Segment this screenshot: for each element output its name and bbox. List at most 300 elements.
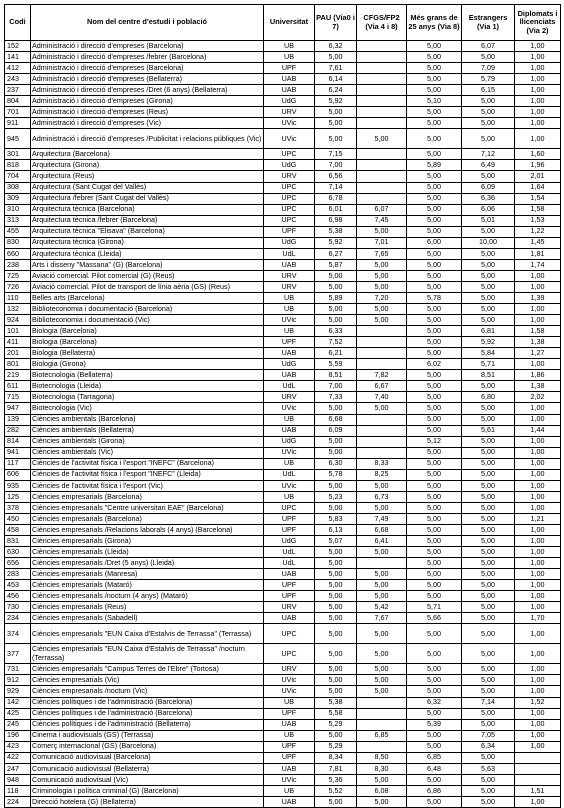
cfgs-cell xyxy=(357,193,407,204)
codi-cell: 818 xyxy=(5,160,31,171)
majors25-cell: 5,00 xyxy=(407,248,462,259)
diplomats-cell: 1,00 xyxy=(515,359,561,370)
nom-cell: Biotecnologia (Vic) xyxy=(31,403,264,414)
table-row xyxy=(5,226,561,237)
table-row xyxy=(5,686,561,697)
majors25-cell: 5,00 xyxy=(407,664,462,675)
nom-cell: Ciències empresarials (Vic) xyxy=(31,675,264,686)
cfgs-cell: 7,20 xyxy=(357,292,407,303)
pau-cell: 6,21 xyxy=(315,348,357,359)
estrangers-cell: 7,14 xyxy=(462,697,515,708)
pau-cell: 5,00 xyxy=(315,403,357,414)
codi-cell: 247 xyxy=(5,763,31,774)
pau-cell: 7,00 xyxy=(315,160,357,171)
universitat-cell: UB xyxy=(264,304,315,315)
diplomats-cell xyxy=(515,763,561,774)
table-row xyxy=(5,403,561,414)
universitat-cell: UdL xyxy=(264,558,315,569)
codi-cell: 237 xyxy=(5,85,31,96)
codi-cell: 219 xyxy=(5,370,31,381)
codi-cell: 243 xyxy=(5,74,31,85)
nom-cell: Ciències empresarials (Mataró) xyxy=(31,580,264,591)
majors25-cell: 5,00 xyxy=(407,315,462,326)
universitat-cell: UPC xyxy=(264,149,315,160)
universitat-cell: URV xyxy=(264,270,315,281)
nom-cell: Comunicació audiovisual (Barcelona) xyxy=(31,752,264,763)
estrangers-cell: 6,07 xyxy=(462,41,515,52)
codi-cell: 701 xyxy=(5,107,31,118)
pau-cell: 6,01 xyxy=(315,204,357,215)
codi-cell: 234 xyxy=(5,613,31,624)
universitat-cell: UPF xyxy=(264,708,315,719)
table-row xyxy=(5,392,561,403)
table-row xyxy=(5,270,561,281)
cfgs-cell: 5,00 xyxy=(357,281,407,292)
majors25-cell: 5,00 xyxy=(407,513,462,524)
universitat-cell: UVic xyxy=(264,129,315,149)
cfgs-cell xyxy=(357,182,407,193)
estrangers-cell: 5,79 xyxy=(462,74,515,85)
estrangers-cell: 6,34 xyxy=(462,741,515,752)
majors25-cell: 6,00 xyxy=(407,237,462,248)
majors25-cell: 6,32 xyxy=(407,697,462,708)
pau-cell: 7,14 xyxy=(315,182,357,193)
majors25-cell: 5,00 xyxy=(407,480,462,491)
codi-cell: 458 xyxy=(5,524,31,535)
codi-cell: 730 xyxy=(5,602,31,613)
pau-cell: 7,33 xyxy=(315,392,357,403)
header-nom-centre: Nom del centre d'estudi i població xyxy=(31,5,264,41)
table-row xyxy=(5,502,561,513)
pau-cell: 6,78 xyxy=(315,193,357,204)
cfgs-cell xyxy=(357,697,407,708)
cfgs-cell: 5,00 xyxy=(357,304,407,315)
table-row xyxy=(5,436,561,447)
nom-cell: Administració i direcció d'empreses /febrer (Barcelona) xyxy=(31,52,264,63)
diplomats-cell: 1,00 xyxy=(515,447,561,458)
majors25-cell: 5,00 xyxy=(407,591,462,602)
estrangers-cell: 6,36 xyxy=(462,193,515,204)
nom-cell: Administració i direcció d'empreses (Barcelona) xyxy=(31,41,264,52)
universitat-cell: UPF xyxy=(264,741,315,752)
estrangers-cell: 5,00 xyxy=(462,436,515,447)
pau-cell: 6,30 xyxy=(315,458,357,469)
table-body xyxy=(5,41,561,808)
majors25-cell: 5,00 xyxy=(407,337,462,348)
majors25-cell: 5,00 xyxy=(407,392,462,403)
diplomats-cell: 1,51 xyxy=(515,785,561,796)
diplomats-cell: 1,00 xyxy=(515,741,561,752)
majors25-cell: 5,00 xyxy=(407,149,462,160)
universitat-cell: UB xyxy=(264,491,315,502)
majors25-cell: 5,00 xyxy=(407,381,462,392)
table-row xyxy=(5,381,561,392)
codi-cell: 101 xyxy=(5,326,31,337)
majors25-cell: 5,00 xyxy=(407,226,462,237)
estrangers-cell: 5,00 xyxy=(462,447,515,458)
majors25-cell: 5,00 xyxy=(407,547,462,558)
table-row xyxy=(5,664,561,675)
universitat-cell: UdG xyxy=(264,96,315,107)
codi-cell: 283 xyxy=(5,569,31,580)
estrangers-cell: 5,00 xyxy=(462,469,515,480)
pau-cell: 8,51 xyxy=(315,370,357,381)
codi-cell: 196 xyxy=(5,730,31,741)
table-row xyxy=(5,774,561,785)
diplomats-cell: 1,81 xyxy=(515,248,561,259)
diplomats-cell: 1,00 xyxy=(515,536,561,547)
codi-cell: 725 xyxy=(5,270,31,281)
cfgs-cell xyxy=(357,337,407,348)
cfgs-cell: 6,73 xyxy=(357,491,407,502)
estrangers-cell: 5,00 xyxy=(462,270,515,281)
universitat-cell: UB xyxy=(264,414,315,425)
universitat-cell: UVic xyxy=(264,480,315,491)
estrangers-cell: 7,05 xyxy=(462,730,515,741)
majors25-cell: 5,00 xyxy=(407,281,462,292)
estrangers-cell: 5,00 xyxy=(462,602,515,613)
table-row xyxy=(5,96,561,107)
majors25-cell: 5,00 xyxy=(407,171,462,182)
pau-cell: 5,00 xyxy=(315,675,357,686)
universitat-cell: UPC xyxy=(264,182,315,193)
diplomats-cell: 1,00 xyxy=(515,796,561,807)
table-row xyxy=(5,730,561,741)
universitat-cell: UVic xyxy=(264,774,315,785)
cfgs-cell: 5,00 xyxy=(357,315,407,326)
table-row xyxy=(5,447,561,458)
cfgs-cell: 5,42 xyxy=(357,602,407,613)
estrangers-cell: 5,00 xyxy=(462,675,515,686)
estrangers-cell: 5,00 xyxy=(462,414,515,425)
cfgs-cell: 5,00 xyxy=(357,774,407,785)
pau-cell: 5,00 xyxy=(315,569,357,580)
cfgs-cell: 5,00 xyxy=(357,644,407,664)
universitat-cell: UVic xyxy=(264,686,315,697)
table-row xyxy=(5,315,561,326)
nom-cell: Arquitectura /febrer (Sant Cugat del Vallès) xyxy=(31,193,264,204)
diplomats-cell: 1,00 xyxy=(515,414,561,425)
majors25-cell: 5,00 xyxy=(407,708,462,719)
table-row xyxy=(5,785,561,796)
pau-cell: 5,00 xyxy=(315,796,357,807)
majors25-cell: 5,00 xyxy=(407,458,462,469)
majors25-cell: 5,00 xyxy=(407,414,462,425)
universitat-cell: UAB xyxy=(264,74,315,85)
estrangers-cell: 5,00 xyxy=(462,403,515,414)
universitat-cell: URV xyxy=(264,392,315,403)
universitat-cell: URV xyxy=(264,107,315,118)
codi-cell: 911 xyxy=(5,118,31,129)
pau-cell: 5,00 xyxy=(315,52,357,63)
codi-cell: 310 xyxy=(5,204,31,215)
cfgs-cell: 5,00 xyxy=(357,569,407,580)
universitat-cell: UAB xyxy=(264,370,315,381)
pau-cell: 5,00 xyxy=(315,624,357,644)
universitat-cell: UB xyxy=(264,52,315,63)
cfgs-cell: 5,00 xyxy=(357,129,407,149)
nom-cell: Arquitectura (Reus) xyxy=(31,171,264,182)
nom-cell: Cinema i audiovisuals (GS) (Terrassa) xyxy=(31,730,264,741)
table-row xyxy=(5,359,561,370)
estrangers-cell: 5,00 xyxy=(462,248,515,259)
codi-cell: 412 xyxy=(5,63,31,74)
codi-cell: 450 xyxy=(5,513,31,524)
cfgs-cell: 5,00 xyxy=(357,259,407,270)
majors25-cell: 5,00 xyxy=(407,644,462,664)
estrangers-cell: 10,00 xyxy=(462,237,515,248)
universitat-cell: UAB xyxy=(264,348,315,359)
cfgs-cell: 7,67 xyxy=(357,613,407,624)
table-row xyxy=(5,536,561,547)
nom-cell: Biblioteconomia i documentació (Barcelona) xyxy=(31,304,264,315)
nom-cell: Ciències empresarials (Manresa) xyxy=(31,569,264,580)
pau-cell: 7,81 xyxy=(315,763,357,774)
header-row xyxy=(5,5,561,41)
table-row xyxy=(5,697,561,708)
nom-cell: Aviació comercial. Pilot de transport de línia aèria (GS) (Reus) xyxy=(31,281,264,292)
table-row xyxy=(5,513,561,524)
codi-cell: 731 xyxy=(5,664,31,675)
codi-cell: 947 xyxy=(5,403,31,414)
majors25-cell: 5,00 xyxy=(407,796,462,807)
diplomats-cell: 1,00 xyxy=(515,580,561,591)
nom-cell: Ciències empresarials (Barcelona) xyxy=(31,491,264,502)
diplomats-cell: 1,60 xyxy=(515,149,561,160)
diplomats-cell: 1,00 xyxy=(515,675,561,686)
estrangers-cell: 5,84 xyxy=(462,348,515,359)
majors25-cell: 6,85 xyxy=(407,752,462,763)
cfgs-cell: 5,00 xyxy=(357,675,407,686)
diplomats-cell: 1,00 xyxy=(515,624,561,644)
diplomats-cell: 1,74 xyxy=(515,259,561,270)
table-row xyxy=(5,149,561,160)
cfgs-cell xyxy=(357,414,407,425)
codi-cell: 238 xyxy=(5,259,31,270)
pau-cell: 5,00 xyxy=(315,315,357,326)
nom-cell: Ciències polítiques i de l'administració (Bellaterra) xyxy=(31,719,264,730)
diplomats-cell: 1,45 xyxy=(515,237,561,248)
estrangers-cell: 5,00 xyxy=(462,524,515,535)
cfgs-cell xyxy=(357,107,407,118)
diplomats-cell: 1,00 xyxy=(515,569,561,580)
nom-cell: Arquitectura tècnica (Barcelona) xyxy=(31,204,264,215)
diplomats-cell: 2,02 xyxy=(515,392,561,403)
universitat-cell: UdG xyxy=(264,436,315,447)
cfgs-cell xyxy=(357,348,407,359)
admission-table-container xyxy=(4,4,560,808)
estrangers-cell: 5,00 xyxy=(462,547,515,558)
majors25-cell: 5,00 xyxy=(407,52,462,63)
codi-cell: 660 xyxy=(5,248,31,259)
majors25-cell: 5,66 xyxy=(407,613,462,624)
pau-cell: 6,68 xyxy=(315,414,357,425)
pau-cell: 5,23 xyxy=(315,491,357,502)
codi-cell: 456 xyxy=(5,591,31,602)
universitat-cell: UVic xyxy=(264,447,315,458)
diplomats-cell: 1,00 xyxy=(515,469,561,480)
cfgs-cell: 7,40 xyxy=(357,392,407,403)
universitat-cell: UdG xyxy=(264,536,315,547)
diplomats-cell: 1,00 xyxy=(515,502,561,513)
table-row xyxy=(5,796,561,807)
majors25-cell: 6,02 xyxy=(407,359,462,370)
diplomats-cell: 1,00 xyxy=(515,315,561,326)
majors25-cell: 5,00 xyxy=(407,215,462,226)
pau-cell: 5,00 xyxy=(315,686,357,697)
codi-cell: 378 xyxy=(5,502,31,513)
estrangers-cell: 5,00 xyxy=(462,281,515,292)
diplomats-cell: 1,38 xyxy=(515,337,561,348)
majors25-cell: 5,00 xyxy=(407,193,462,204)
cfgs-cell xyxy=(357,52,407,63)
universitat-cell: UdL xyxy=(264,381,315,392)
estrangers-cell: 5,01 xyxy=(462,215,515,226)
table-row xyxy=(5,74,561,85)
nom-cell: Belles arts (Barcelona) xyxy=(31,292,264,303)
estrangers-cell: 6,15 xyxy=(462,85,515,96)
diplomats-cell: 1,00 xyxy=(515,107,561,118)
diplomats-cell xyxy=(515,774,561,785)
table-row xyxy=(5,204,561,215)
universitat-cell: UVic xyxy=(264,403,315,414)
cfgs-cell: 5,00 xyxy=(357,403,407,414)
majors25-cell: 5,00 xyxy=(407,326,462,337)
estrangers-cell: 5,00 xyxy=(462,613,515,624)
majors25-cell: 5,89 xyxy=(407,160,462,171)
nom-cell: Administració i direcció d'empreses /Dret (6 anys) (Bellaterra) xyxy=(31,85,264,96)
header-majors-25: Més grans de 25 anys (Via 8) xyxy=(407,5,462,41)
table-row xyxy=(5,304,561,315)
diplomats-cell: 2,01 xyxy=(515,171,561,182)
codi-cell: 814 xyxy=(5,436,31,447)
universitat-cell: UB xyxy=(264,292,315,303)
estrangers-cell: 5,00 xyxy=(462,381,515,392)
majors25-cell: 5,00 xyxy=(407,447,462,458)
diplomats-cell: 1,00 xyxy=(515,524,561,535)
nom-cell: Arquitectura tècnica (Lleida) xyxy=(31,248,264,259)
cfgs-cell: 5,00 xyxy=(357,591,407,602)
nom-cell: Biologia (Girona) xyxy=(31,359,264,370)
cfgs-cell xyxy=(357,708,407,719)
pau-cell: 7,52 xyxy=(315,337,357,348)
cfgs-cell xyxy=(357,558,407,569)
diplomats-cell: 1,00 xyxy=(515,304,561,315)
majors25-cell: 5,00 xyxy=(407,304,462,315)
nom-cell: Ciències empresarials /Dret (5 anys) (Lleida) xyxy=(31,558,264,569)
codi-cell: 117 xyxy=(5,458,31,469)
universitat-cell: UVic xyxy=(264,118,315,129)
cfgs-cell xyxy=(357,719,407,730)
majors25-cell: 5,00 xyxy=(407,558,462,569)
pau-cell: 5,00 xyxy=(315,304,357,315)
estrangers-cell: 5,00 xyxy=(462,686,515,697)
cfgs-cell: 5,00 xyxy=(357,624,407,644)
diplomats-cell: 1,00 xyxy=(515,719,561,730)
majors25-cell: 5,00 xyxy=(407,580,462,591)
universitat-cell: UPF xyxy=(264,752,315,763)
universitat-cell: UAB xyxy=(264,85,315,96)
diplomats-cell: 1,21 xyxy=(515,513,561,524)
universitat-cell: UAB xyxy=(264,425,315,436)
table-row xyxy=(5,763,561,774)
codi-cell: 411 xyxy=(5,337,31,348)
nom-cell: Ciències de l'activitat física i l'esport "INEFC" (Barcelona) xyxy=(31,458,264,469)
majors25-cell: 5,00 xyxy=(407,118,462,129)
pau-cell: 5,00 xyxy=(315,602,357,613)
nom-cell: Comerç internacional (GS) (Barcelona) xyxy=(31,741,264,752)
cfgs-cell: 5,00 xyxy=(357,226,407,237)
nom-cell: Arquitectura tècnica "Elisava" (Barcelona) xyxy=(31,226,264,237)
majors25-cell: 5,39 xyxy=(407,719,462,730)
nom-cell: Administració i direcció d'empreses (Reus) xyxy=(31,107,264,118)
pau-cell: 5,00 xyxy=(315,118,357,129)
table-row xyxy=(5,326,561,337)
pau-cell: 5,00 xyxy=(315,281,357,292)
pau-cell: 5,00 xyxy=(315,613,357,624)
table-row xyxy=(5,414,561,425)
table-row xyxy=(5,708,561,719)
pau-cell: 5,00 xyxy=(315,664,357,675)
codi-cell: 804 xyxy=(5,96,31,107)
majors25-cell: 5,12 xyxy=(407,436,462,447)
pau-cell: 5,92 xyxy=(315,96,357,107)
estrangers-cell: 5,00 xyxy=(462,118,515,129)
nom-cell: Ciències ambientals (Vic) xyxy=(31,447,264,458)
nom-cell: Arquitectura tècnica (Girona) xyxy=(31,237,264,248)
majors25-cell: 5,00 xyxy=(407,741,462,752)
nom-cell: Ciències empresarials /nocturn (Vic) xyxy=(31,686,264,697)
universitat-cell: UPC xyxy=(264,204,315,215)
cfgs-cell xyxy=(357,63,407,74)
cfgs-cell xyxy=(357,171,407,182)
universitat-cell: UdG xyxy=(264,160,315,171)
estrangers-cell: 5,00 xyxy=(462,226,515,237)
estrangers-cell: 5,92 xyxy=(462,337,515,348)
codi-cell: 142 xyxy=(5,697,31,708)
cfgs-cell xyxy=(357,436,407,447)
codi-cell: 941 xyxy=(5,447,31,458)
pau-cell: 5,00 xyxy=(315,502,357,513)
universitat-cell: UPC xyxy=(264,624,315,644)
diplomats-cell: 1,00 xyxy=(515,730,561,741)
codi-cell: 423 xyxy=(5,741,31,752)
diplomats-cell: 1,00 xyxy=(515,41,561,52)
pau-cell: 5,00 xyxy=(315,129,357,149)
pau-cell: 5,59 xyxy=(315,359,357,370)
table-row xyxy=(5,160,561,171)
codi-cell: 630 xyxy=(5,547,31,558)
cfgs-cell: 5,00 xyxy=(357,796,407,807)
majors25-cell: 5,00 xyxy=(407,204,462,215)
majors25-cell: 5,00 xyxy=(407,270,462,281)
universitat-cell: UVic xyxy=(264,675,315,686)
diplomats-cell: 1,96 xyxy=(515,160,561,171)
nom-cell: Comunicació audiovisual (Vic) xyxy=(31,774,264,785)
table-row xyxy=(5,107,561,118)
pau-cell: 5,89 xyxy=(315,292,357,303)
pau-cell: 5,00 xyxy=(315,107,357,118)
diplomats-cell: 1,70 xyxy=(515,613,561,624)
diplomats-cell: 1,39 xyxy=(515,292,561,303)
universitat-cell: URV xyxy=(264,664,315,675)
table-row xyxy=(5,719,561,730)
nom-cell: Biotecnologia (Tarragona) xyxy=(31,392,264,403)
pau-cell: 5,38 xyxy=(315,226,357,237)
cfgs-cell xyxy=(357,149,407,160)
universitat-cell: UAB xyxy=(264,569,315,580)
table-row xyxy=(5,85,561,96)
